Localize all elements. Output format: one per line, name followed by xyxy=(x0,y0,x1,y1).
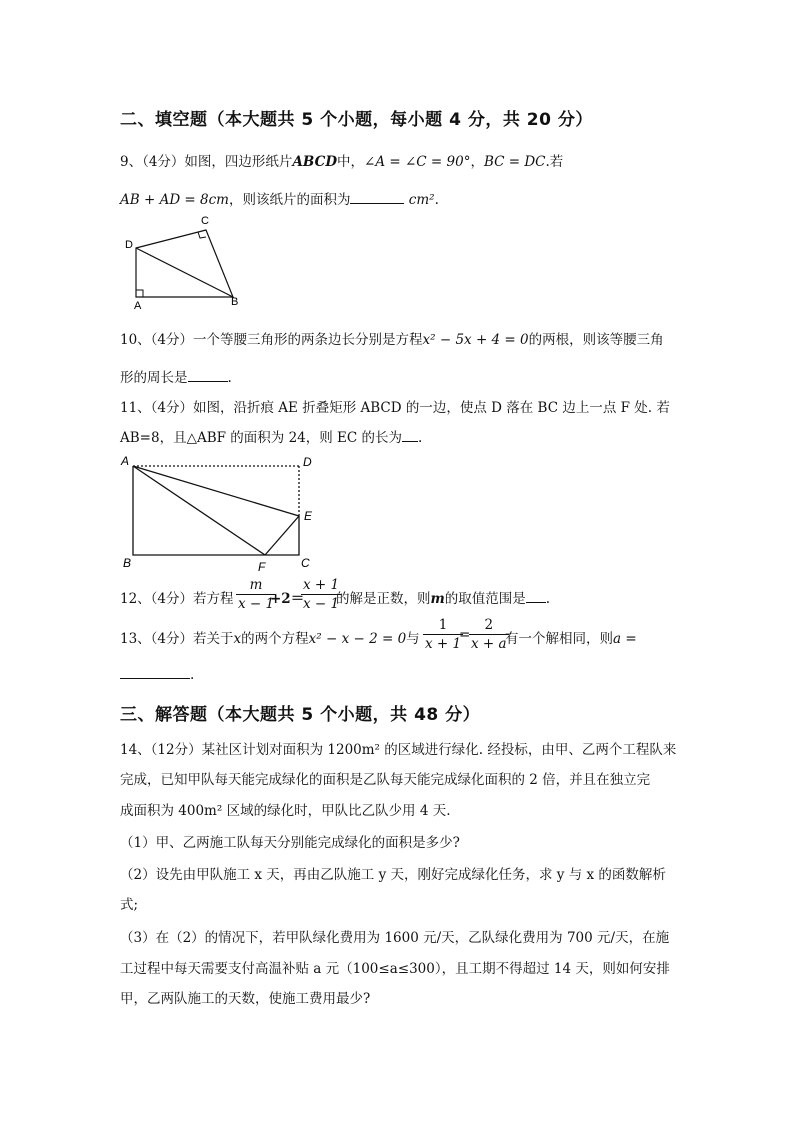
q13-f1-numerator: 1 xyxy=(438,617,448,633)
q14-part3-line3: 甲，乙两队施工的天数，使施工费用最少? xyxy=(120,991,371,1007)
q13-f1-denominator: x + 1 xyxy=(425,636,462,652)
q14-part3-line2: 工过程中每天需要支付高温补贴 a 元（100≤a≤300），且工期不得超过 14 天，则如何安排 xyxy=(120,961,670,977)
q13-answer-var: a = xyxy=(613,631,637,647)
q9-end1: .若 xyxy=(545,154,564,170)
section-title-solutions: 三、解答题（本大题共 5 个小题，共 48 分） xyxy=(120,705,481,725)
q12-suffix xyxy=(336,587,550,607)
q13-suffix xyxy=(505,627,637,647)
q13-prefix xyxy=(120,627,420,647)
q9-label-c: C xyxy=(201,215,209,227)
q13-var: x xyxy=(233,631,242,647)
q13-equation: x² − x − 2 = 0 xyxy=(308,631,407,647)
q11-label-e: E xyxy=(304,509,313,523)
q13-f2-numerator: 2 xyxy=(484,617,494,633)
q12-end: . xyxy=(545,591,551,607)
q11-answer-blank xyxy=(402,429,418,442)
q9-label-a: A xyxy=(134,300,142,310)
q12-f1-numerator: m xyxy=(249,577,263,593)
q13-mid: 的两个方程 xyxy=(241,631,309,647)
question-11-line1: 11、（4分）如图，沿折痕 AE 折叠矩形 ABCD 的一边，使点 D 落在 BC 边上一点 F 处. 若 xyxy=(120,400,670,416)
q9-label-b: B xyxy=(231,296,239,308)
section-title-fill-blank: 二、填空题（本大题共 5 个小题，每小题 4 分，共 20 分） xyxy=(120,110,593,130)
q9-condition-1: ∠A = ∠C = 90° xyxy=(364,154,471,170)
q11-line2-pre: AB=8，且△ABF 的面积为 24，则 EC 的长为 xyxy=(120,430,403,446)
q12-prefix: 12、（4分）若方程 xyxy=(120,591,234,607)
q11-label-b: B xyxy=(123,556,132,570)
q10-line1-pre: 10、（4分）一个等腰三角形的两条边长分别是方程 xyxy=(120,332,423,348)
q10-line1-post: 的两根，则该等腰三角 xyxy=(528,332,664,348)
q12-answer-blank xyxy=(526,590,546,603)
question-11-line2 xyxy=(120,426,422,446)
q11-label-a: A xyxy=(121,454,130,468)
q13-line2 xyxy=(120,666,194,683)
q10-line2-post: . xyxy=(227,370,232,386)
q13-end: . xyxy=(190,667,195,683)
q9-mid2: ，则该纸片的面积为 xyxy=(228,192,351,208)
q9-condition-2: BC = DC xyxy=(483,154,546,170)
q9-sep: ， xyxy=(470,154,484,170)
q9-label-d: D xyxy=(125,239,133,251)
q9-end2: . xyxy=(434,192,439,208)
q10-line2-pre: 形的周长是 xyxy=(120,370,188,386)
q10-equation: x² − 5x + 4 = 0 xyxy=(422,332,529,348)
q10-answer-blank xyxy=(188,369,228,382)
q11-line2-post: . xyxy=(418,430,423,446)
q12-f2-denominator: x − 1 xyxy=(303,596,340,612)
q11-label-c: C xyxy=(301,556,310,570)
q11-rectangle-figure xyxy=(118,450,328,575)
q13-equals: = xyxy=(459,627,471,643)
q13-fraction-2 xyxy=(469,617,509,652)
q14-line3: 成面积为 400m² 区域的绿化时，甲队比乙队少用 4 天. xyxy=(120,803,451,819)
q9-condition-3: AB + AD = 8cm xyxy=(120,192,229,208)
q14-part1: （1）甲、乙两施工队每天分别能完成绿化的面积是多少? xyxy=(120,835,460,851)
q9-name: ABCD xyxy=(292,154,338,170)
q14-line2: 完成，已知甲队每天能完成绿化的面积是乙队每天能完成绿化面积的 2 倍，并且在独立完 xyxy=(120,772,651,788)
q12-post: 的取值范围是 xyxy=(444,591,526,607)
q14-part2-line2: 式; xyxy=(120,897,139,913)
q12-mid: 的解是正数，则 xyxy=(336,591,431,607)
q11-label-f: F xyxy=(258,560,266,574)
q9-quadrilateral-figure xyxy=(120,210,250,310)
q9-answer-blank xyxy=(350,191,404,204)
q14-part3-line1: （3）在（2）的情况下，若甲队绿化费用为 1600 元/天，乙队绿化费用为 700 元/天，在施 xyxy=(120,930,670,946)
q14-line1: 14、（12分）某社区计划对面积为 1200m² 的区域进行绿化. 经投标，由甲、乙两个工程队来 xyxy=(120,742,677,758)
q14-part2-line1: （2）设先由甲队施工 x 天，再由乙队施工 y 天，刚好完成绿化任务，求 y 与 x 的函数解析 xyxy=(120,867,666,883)
q13-answer-blank xyxy=(120,666,190,679)
q9-mid: 中， xyxy=(337,154,365,170)
question-9-line1 xyxy=(120,150,563,170)
q12-f1-denominator: x − 1 xyxy=(238,596,275,612)
q13-pre: 13、（4分）若关于 xyxy=(120,631,234,647)
q12-var: m xyxy=(430,591,445,607)
q9-unit: cm² xyxy=(408,192,435,208)
question-10-line1 xyxy=(120,328,664,348)
q12-f2-numerator: x + 1 xyxy=(303,577,340,593)
question-10-line2 xyxy=(120,366,232,386)
q11-label-d: D xyxy=(303,455,312,469)
q13-post: 有一个解相同，则 xyxy=(505,631,613,647)
q13-f2-denominator: x + a xyxy=(471,636,507,652)
q12-plus: +2＝ xyxy=(270,591,305,607)
q13-with: 与 xyxy=(406,631,420,647)
question-9-line2 xyxy=(120,188,439,208)
q13-fraction-1 xyxy=(423,617,463,652)
q9-prefix: 9、（4分）如图，四边形纸片 xyxy=(120,154,293,170)
